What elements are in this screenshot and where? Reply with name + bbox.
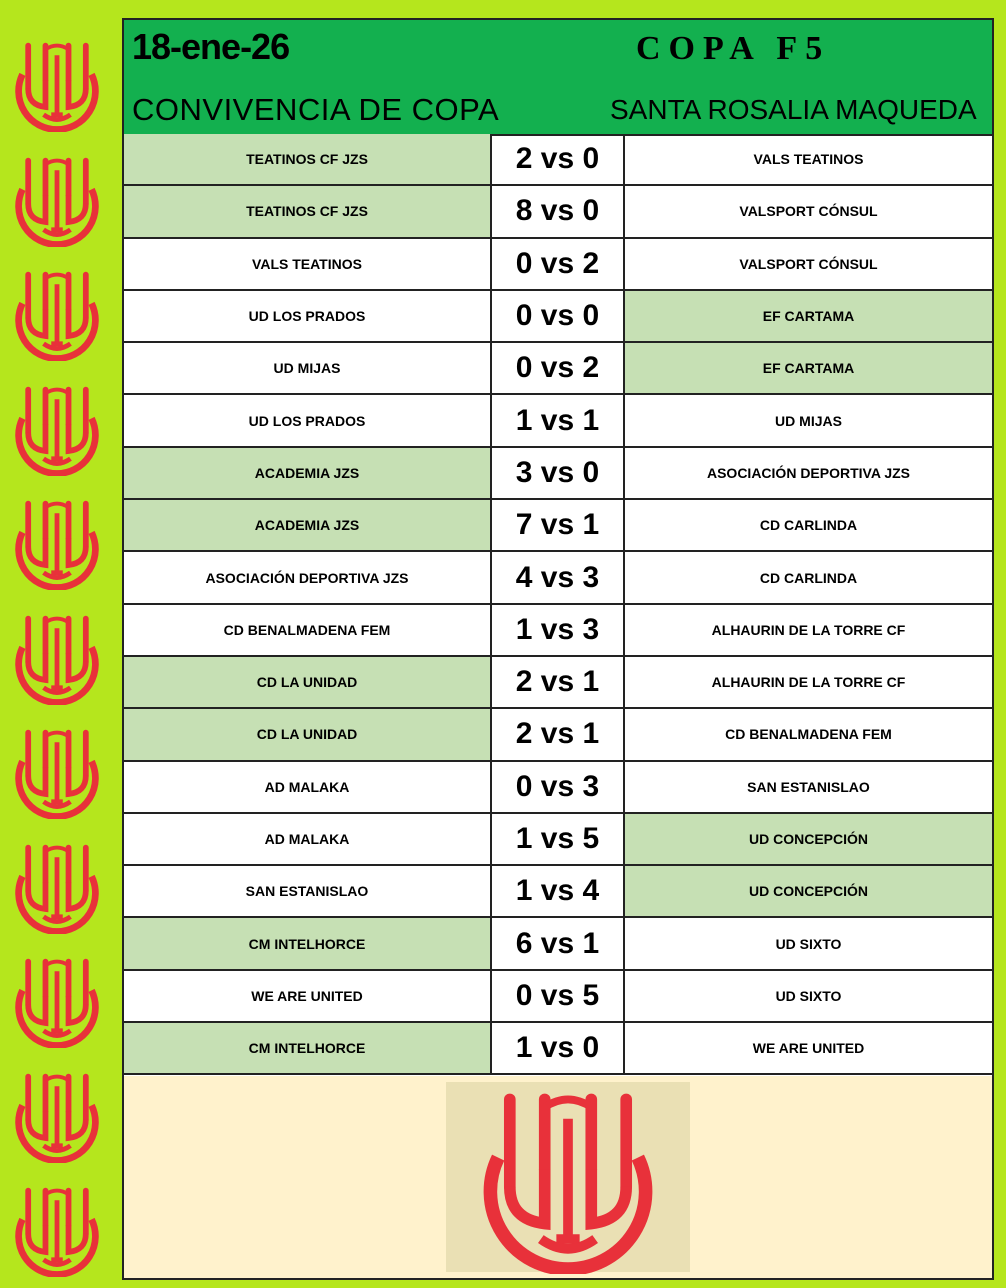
match-score: 1 vs 3 [492, 605, 625, 655]
event-title: CONVIVENCIA DE COPA [132, 92, 500, 127]
away-team: ASOCIACIÓN DEPORTIVA JZS [706, 464, 911, 481]
away-team: CD BENALMADENA FEM [725, 726, 892, 743]
away-team: VALS TEATINOS [753, 151, 864, 168]
cup-logo-icon [9, 494, 105, 590]
match-score: 6 vs 1 [492, 918, 625, 968]
home-team: AD MALAKA [124, 814, 492, 864]
home-team: CD BENALMADENA FEM [124, 605, 492, 655]
cup-logo-icon [9, 952, 105, 1048]
home-team: CD LA UNIDAD [124, 709, 492, 759]
match-score: 1 vs 0 [492, 1023, 625, 1073]
match-row [124, 814, 992, 866]
home-team: TEATINOS CF JZS [124, 134, 492, 184]
away-team: UD CONCEPCIÓN [625, 866, 992, 916]
cup-logo-icon [9, 838, 105, 934]
away-team: UD MIJAS [775, 412, 842, 429]
home-team: VALS TEATINOS [124, 239, 492, 289]
home-team: WE ARE UNITED [124, 971, 492, 1021]
venue-name: SANTA ROSALIA MAQUEDA [610, 94, 977, 125]
cup-logo-icon [9, 723, 105, 819]
match-row [124, 657, 992, 709]
cup-logo-icon [9, 1181, 105, 1277]
home-team: CD LA UNIDAD [124, 657, 492, 707]
home-team: UD LOS PRADOS [124, 291, 492, 341]
match-score: 0 vs 2 [492, 343, 625, 393]
home-team: TEATINOS CF JZS [124, 186, 492, 236]
match-date: 18-ene-26 [132, 26, 290, 67]
footer-panel [124, 1076, 992, 1278]
match-row [124, 500, 992, 552]
match-row [124, 239, 992, 291]
match-score: 3 vs 0 [492, 448, 625, 498]
away-team: UD SIXTO [775, 987, 842, 1004]
away-team: EF CARTAMA [625, 291, 992, 341]
match-score: 2 vs 1 [492, 709, 625, 759]
cup-logo-icon [448, 1080, 688, 1274]
match-row [124, 343, 992, 395]
footer-logo-frame [446, 1082, 690, 1272]
match-score: 1 vs 4 [492, 866, 625, 916]
away-team: ALHAURIN DE LA TORRE CF [711, 674, 906, 691]
home-team: ACADEMIA JZS [124, 448, 492, 498]
match-score: 0 vs 5 [492, 971, 625, 1021]
matches-table [124, 134, 992, 1075]
match-score: 1 vs 1 [492, 395, 625, 445]
away-team: VALSPORT CÓNSUL [739, 255, 878, 272]
cup-logo-icon [9, 151, 105, 247]
home-team: SAN ESTANISLAO [124, 866, 492, 916]
match-score: 0 vs 2 [492, 239, 625, 289]
match-row [124, 552, 992, 604]
home-team: UD LOS PRADOS [124, 395, 492, 445]
home-team: CM INTELHORCE [124, 918, 492, 968]
match-score: 2 vs 1 [492, 657, 625, 707]
match-row [124, 709, 992, 761]
cup-logo-icon [9, 380, 105, 476]
home-team: CM INTELHORCE [124, 1023, 492, 1073]
match-row [124, 866, 992, 918]
match-row [124, 1023, 992, 1075]
match-score: 8 vs 0 [492, 186, 625, 236]
match-row [124, 762, 992, 814]
match-score: 0 vs 0 [492, 291, 625, 341]
away-team: WE ARE UNITED [752, 1040, 865, 1057]
results-sheet [122, 18, 994, 1280]
away-team: CD CARLINDA [759, 517, 858, 534]
match-row [124, 186, 992, 238]
cup-logo-icon [9, 1067, 105, 1163]
match-row [124, 134, 992, 186]
away-team: UD CONCEPCIÓN [625, 814, 992, 864]
away-team: UD SIXTO [775, 935, 842, 952]
match-row [124, 918, 992, 970]
match-score: 2 vs 0 [492, 134, 625, 184]
away-team: EF CARTAMA [625, 343, 992, 393]
match-row [124, 971, 992, 1023]
match-row [124, 395, 992, 447]
cup-logo-icon [9, 36, 105, 132]
competition-title: COPA F5 [636, 30, 831, 67]
home-team: ASOCIACIÓN DEPORTIVA JZS [124, 552, 492, 602]
match-row [124, 448, 992, 500]
match-score: 0 vs 3 [492, 762, 625, 812]
home-team: AD MALAKA [124, 762, 492, 812]
home-team: UD MIJAS [124, 343, 492, 393]
match-score: 1 vs 5 [492, 814, 625, 864]
away-team: SAN ESTANISLAO [747, 778, 870, 795]
match-row [124, 291, 992, 343]
home-team: ACADEMIA JZS [124, 500, 492, 550]
header-banner [124, 20, 992, 136]
cup-logo-icon [9, 265, 105, 361]
match-score: 4 vs 3 [492, 552, 625, 602]
away-team: CD CARLINDA [759, 569, 858, 586]
match-score: 7 vs 1 [492, 500, 625, 550]
away-team: VALSPORT CÓNSUL [739, 203, 878, 220]
cup-logo-icon [9, 609, 105, 705]
match-row [124, 605, 992, 657]
away-team: ALHAURIN DE LA TORRE CF [711, 621, 906, 638]
